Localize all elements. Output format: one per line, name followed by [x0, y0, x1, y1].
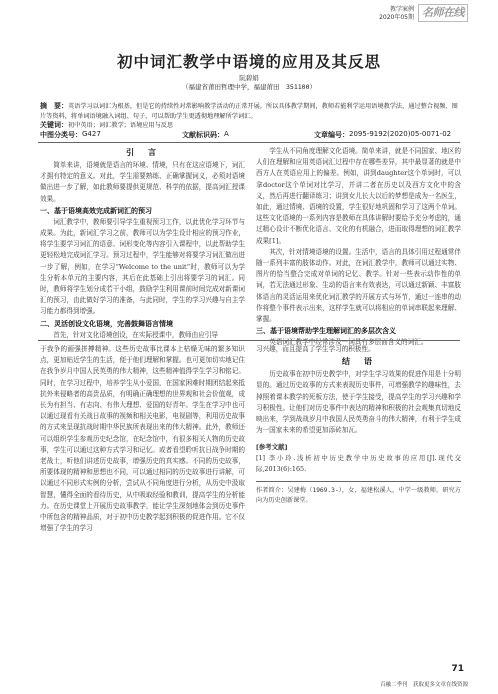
paragraph: 学生从不同角度理解文化语境。简单来讲，就是不同国家、地区的人们在理解和应用英语词汇过程中存在哪些差异，其中最显著的就是中西方人在英语应用上的偏差。例如，讲到daughter这个单词时，可以拿doctor这个单词对比学习，并讲二者在历史以及西方文化中的含义，然后再进行翻译练习；讲到女儿长大以后的梦想是成为一名医生，如此，通过情境、语境的设置，学生很好地巩固和学习了这两个单词。这些文化语境的一系列内容是教师在具体讲解时要给予充分考虑的，通过精心设计不断优化语言、文化的有机融合，进而取得理想的词汇教学成果[1]。	[256, 147, 461, 245]
reference-item: [1] 李小玲.浅析初中历史教学中历史故事的应用[J].现代交际,2013(6):165.	[256, 454, 461, 474]
divider-mid	[38, 340, 460, 341]
paragraph: 英语词汇教学中经常涉及一词具有多层面含义的词汇。	[269, 338, 428, 347]
footer-line: 百融二季刊 获取更多文章在线资源	[379, 682, 468, 688]
article-no-label: 文章编号：	[314, 131, 349, 139]
journal-info	[379, 6, 414, 22]
article-no-value: 2095-9192(2020)05-0071-02	[349, 130, 452, 138]
keywords	[40, 120, 460, 130]
section-intro-heading: 引 言	[126, 148, 159, 157]
clc-field	[40, 130, 101, 140]
references	[256, 442, 461, 475]
page-number: 71	[451, 664, 464, 674]
section-heading-2: 二、灵活创设文化语境，完善鼓舞语言情境	[40, 319, 173, 328]
author-block	[0, 74, 498, 92]
conclusion-heading: 结 语	[342, 357, 375, 367]
left-column-top	[40, 146, 245, 339]
article-no-field	[314, 130, 452, 140]
keywords-text: 初中英语；词汇教学；语境应用与反思	[68, 122, 174, 129]
author-name: 阮碧娟	[239, 74, 259, 82]
keywords-label: 关键词：	[40, 121, 68, 129]
clc-value: G427	[82, 130, 101, 138]
paragraph: 习兴趣，而且提高了学生学习的积极性。	[256, 345, 375, 353]
references-title: [参考文献]	[256, 443, 288, 452]
journal-logo: 名师在线	[418, 4, 468, 22]
author-note: 作者简介：吴建梅（1969.3-），女，福建松溪人，中学一级教师，研究方向为历史创新课堂。	[256, 481, 461, 506]
section-heading-3: 三、基于语境帮助学生理解词汇的多层次含义	[256, 327, 396, 336]
clc-label: 中图分类号：	[40, 131, 82, 139]
author-affiliation: （福建省莆田哲理中学，福建莆田 351100）	[182, 83, 316, 91]
right-column-top	[256, 146, 461, 347]
section-heading-1: 一、基于语境高效完成新词汇的预习	[40, 206, 152, 215]
abstract-text: 英语学习以词汇为根基，但是它的持续性对常影响教学活动的正常开展。所以具体教学期间，教师若能利学运用语境教学法，通过整合视频、图片等资料，将单词语境融入词组、句子，可以帮助学生更透彻地理解所学词汇。	[40, 103, 458, 120]
article-title: 初中词汇教学中语境的应用及其反思	[116, 52, 381, 71]
paragraph: 其次，针对情境语境的设置。生活中，语言的具体引用过程通常伴随一系列丰富的肢体动作。对此，在词汇教学中，教师可以通过实物、图片的恰当整合完成对单词的记忆、教学。针对一些表示动作性的单词，若无法通过形象、生动的语言来有效表达，可以通过新颖、丰富肢体语言的灵活运用来优化词汇教学的开展方式与环节，通过一连串的动作将整个事件表示出来，这样学生就可以将相应的单词串联起来理解、掌握。	[256, 247, 461, 324]
paragraph: 首先，针对文化语境创设，在实际授课中，教师由应引导	[53, 330, 219, 339]
abstract-label: 摘 要：	[40, 102, 68, 110]
doc-code-value: A	[224, 130, 229, 138]
doc-code-label: 文献标识码：	[182, 131, 224, 139]
paragraph: 于我争的画强拼搏精神。这些历史故事比课本上枯燥无味的繁多知识点，更加贴近学生的生活，便于他们理解和掌握。也可更加切实地记住在我争岁月中国人民英勇的伟大精神，这些精神值得学生学习和铭记。同时，在学习过程中，培养学生从小爱国，在国家困难时期团结起来抵抗外来侵略者的高贵品质，有明确正确理想的世界观和社会价值观，成长为有担当、有志向、有伟大理想、爱国的好青年。学生在学习中也可以通过现看有关战日故事的视频和相关电影，电视剧等，利用历史故事的方式来呈现抗战时期中华民族所表现出来的伟大精神。此外，教师还可以组织学生参观历史纪念馆，在纪念馆中，有很多相关人物的历史故事，学生可以通过这种方式学习和记忆。或者看望聆听抗日战争时期的老战士，听他们讲述历史故事，增强历史的真实感。不同的历史故事，所要体现的精神和思想也不同，可以通过相同的历史故事进行讲解，可以通过不同形式实例的分析，尝试从不同角度进行分析，从历史中汲取智慧，懂得全面的看待历史，从中吸取经验和教训，提高学生的分析能力。在历史课堂上开展历史故事教学，能让学生深刻地体会到历史事件中所包含的精神品质，对于初中历史教学起到积极的促进作用。它不仅增强了学生的学习	[40, 345, 245, 533]
journal-section: 教学案例	[389, 6, 414, 13]
divider-top	[38, 142, 460, 143]
journal-issue: 2020年05期	[379, 14, 414, 21]
left-column-bottom	[40, 344, 245, 666]
doc-code-field	[182, 130, 229, 140]
paragraph: 历史故事在初中历史教学中，对学生学习效果的促进作用是十分明显的。通过历史故事的方式来表现历史事件，可增强教学的趣味性，去掉照着课本教学的死板方法，使于学生接受，提高学生的学习兴趣和学习积极性。让他们对历史事件中表达的精神和积极的社会观集真切地反映出来，学到战战岁月中我国人民英勇奋斗的伟大精神，有利于学生成为一国家未来的希望更加添砖加瓦。	[256, 370, 461, 435]
paragraph: 词汇教学中，教师要引导学生重视预习工作，以此优化学习环节与成果。为此，新词汇学习之前，教师可以为学生设计相应的预习作业，将学生要学习词汇的语意、词形变化等内容引入课程中，以此帮助学生更轻松地完成词汇学习。预习过程中，学生能够对将要学习词汇做出进一步了解，例如，在学习“Welcome to the unit”时，教师可以为学生分析本单元的主要内容，其后在此基础上引出将要学习的词汇。同时，教师将学生划分成若干小组，鼓励学生利用课前时间完成对新课词汇的预习，由此做好学习的准备，与此同时，学生的学习兴趣与自主学习能力都得到增强。	[40, 217, 245, 316]
right-column-bottom	[256, 344, 461, 634]
abstract	[40, 101, 460, 122]
paragraph: 简单来讲，语境就是语言的环境、情境，只有在这应语境下，词汇才拥有特定的意义。对此，学生需要熟练、正确掌握词义，必须对语境做出进一步了解，如此教师要提供更规范、科学的依据，提高词汇授课效果。	[40, 161, 245, 203]
page-header	[0, 0, 498, 30]
